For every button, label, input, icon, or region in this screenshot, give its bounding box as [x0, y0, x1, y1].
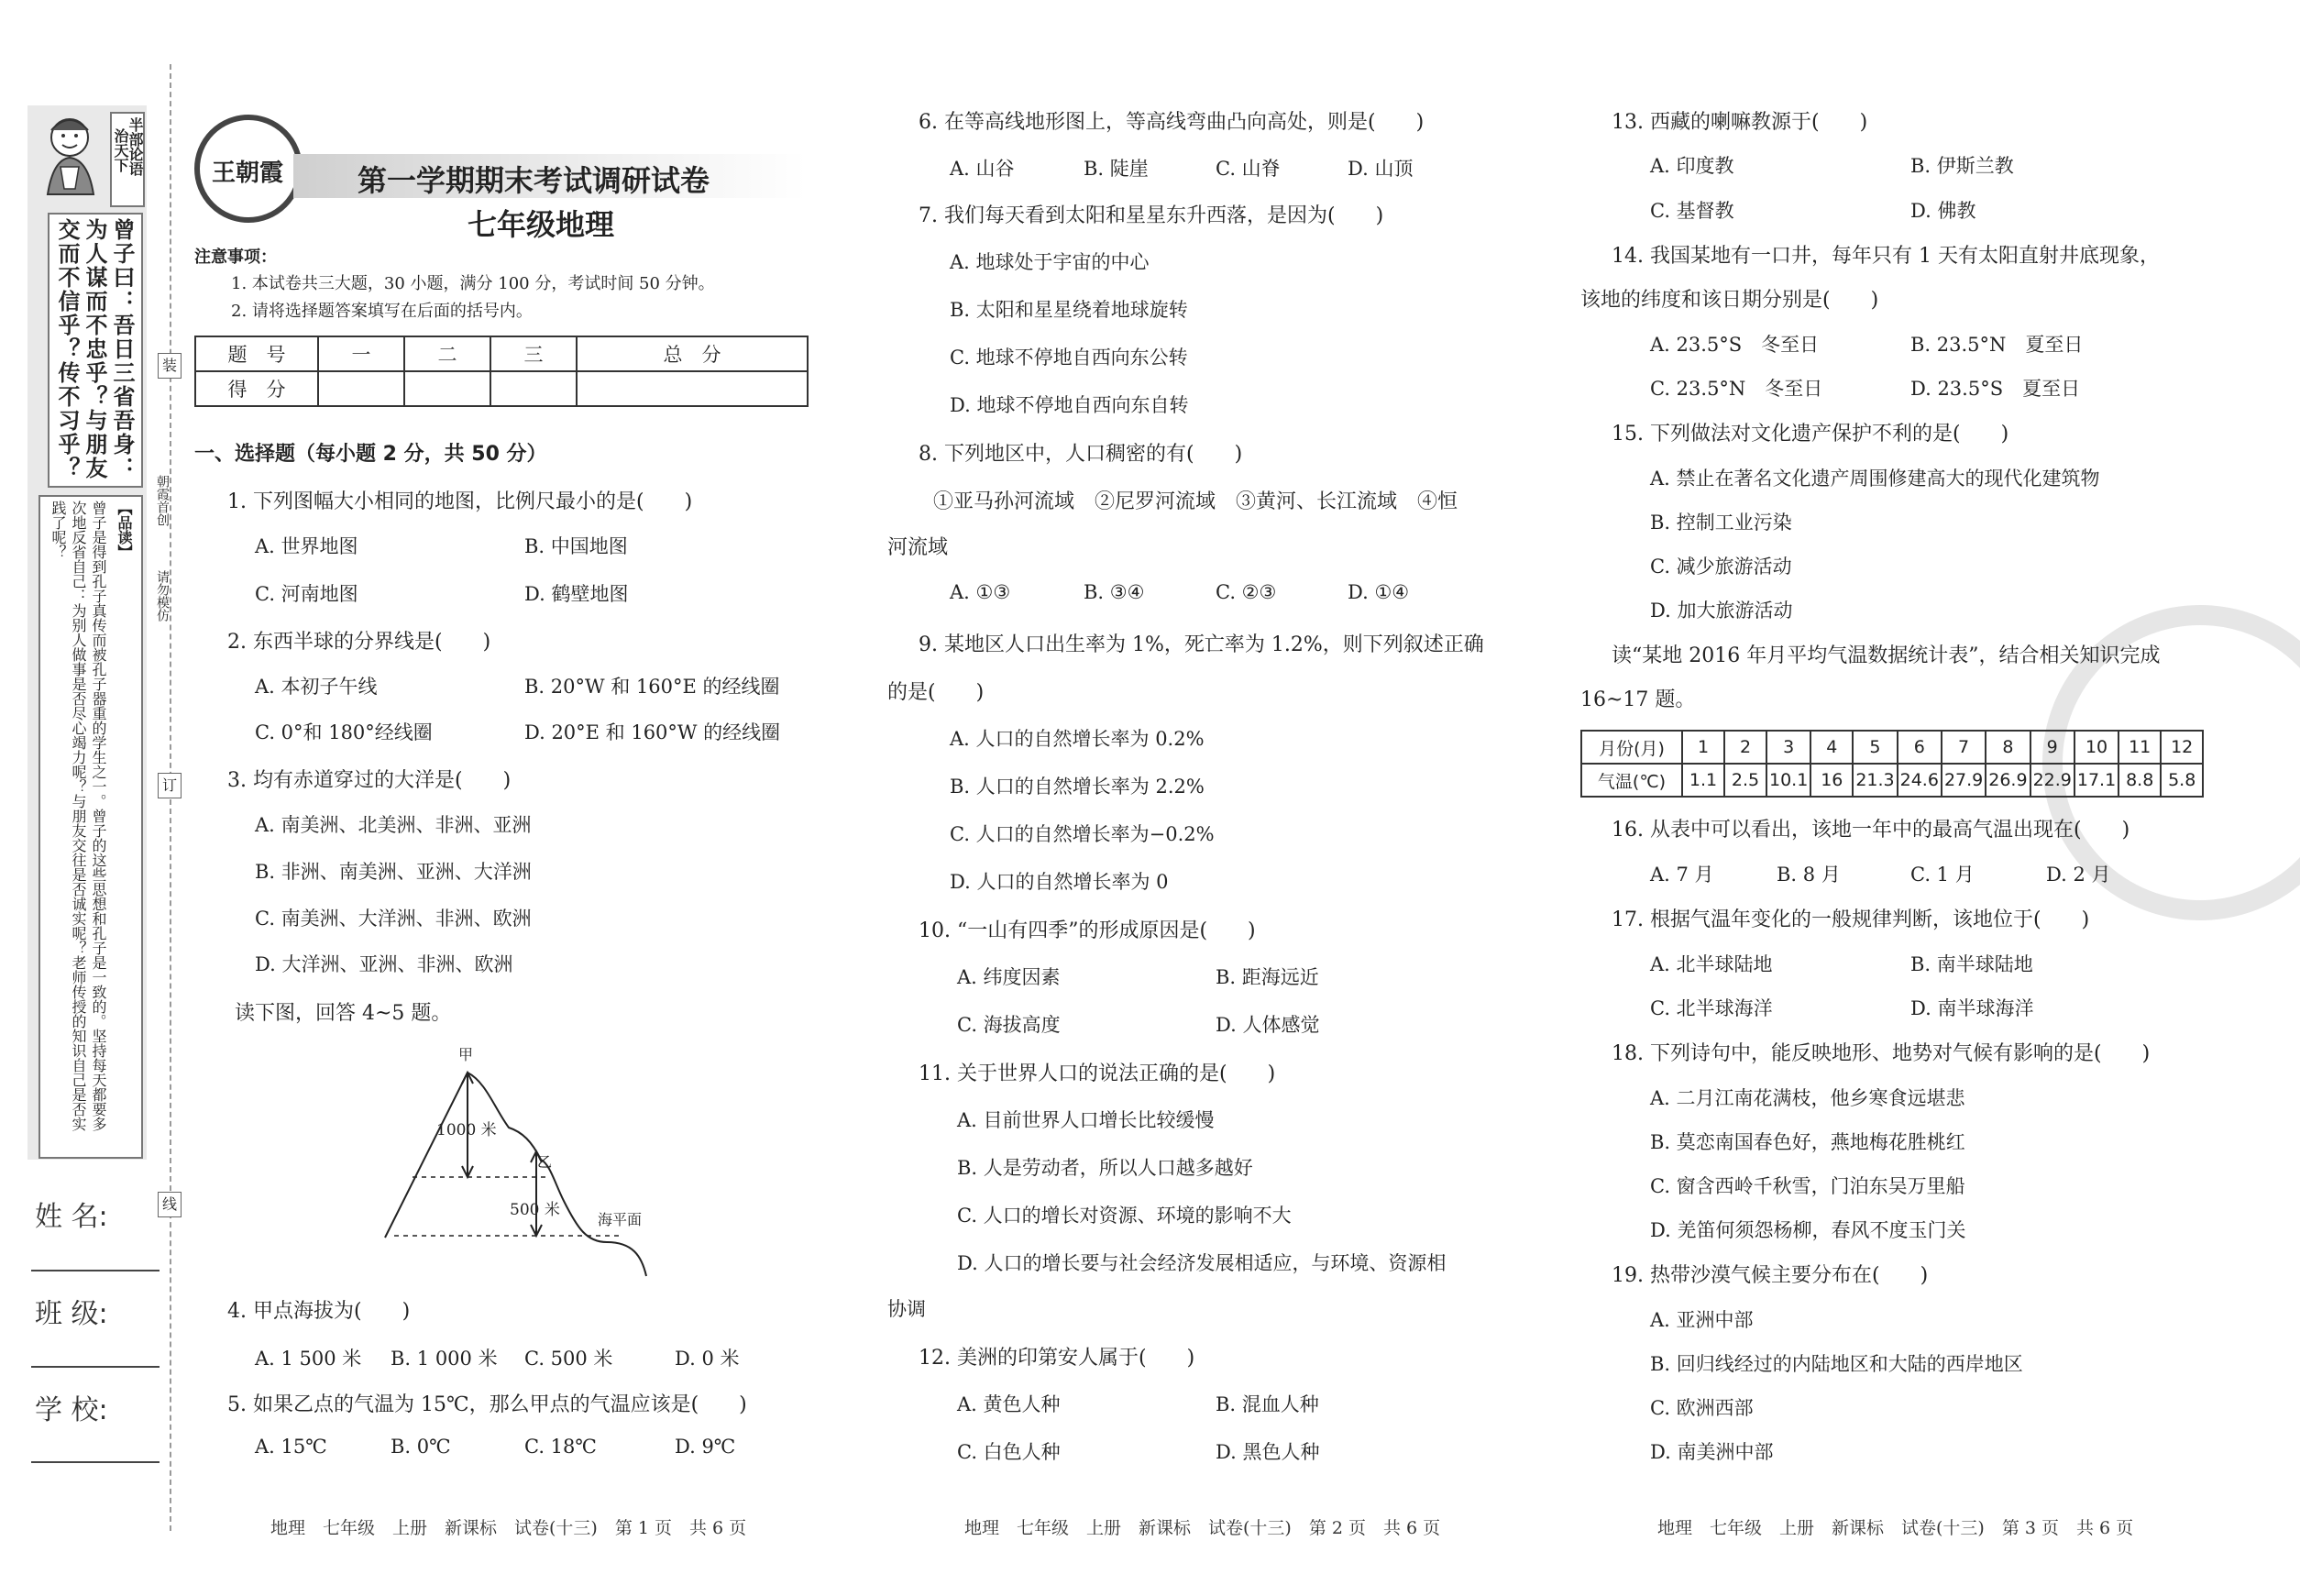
- option[interactable]: D. 大洋洲、亚洲、非洲、欧洲: [255, 953, 513, 975]
- exam-title: 第一学期期末考试调研试卷: [358, 163, 710, 198]
- name-label: 姓 名:: [35, 1201, 108, 1233]
- option[interactable]: A. 南美洲、北美洲、非洲、亚洲: [255, 814, 532, 836]
- score-cell[interactable]: [490, 371, 577, 406]
- option[interactable]: B. 人是劳动者，所以人口越多越好: [957, 1157, 1253, 1179]
- notes-title: 注意事项：: [194, 248, 277, 267]
- option[interactable]: B. 南半球陆地: [1910, 953, 2033, 975]
- figure-label-peak: 甲: [458, 1046, 474, 1063]
- option[interactable]: A. 人口的自然增长率为 0.2%: [950, 728, 1205, 750]
- name-field[interactable]: [31, 1270, 160, 1271]
- option[interactable]: C. ②③: [1216, 581, 1277, 603]
- month-cell: 7: [1942, 731, 1986, 764]
- question-14: 14. 我国某地有一口井，每年只有 1 天有太阳直射井底现象，: [1612, 245, 2160, 268]
- option[interactable]: B. 非洲、南美洲、亚洲、大洋洲: [255, 861, 532, 883]
- option[interactable]: D. 0 米: [675, 1348, 740, 1370]
- temp-cell: 5.8: [2161, 764, 2203, 797]
- table-instruction: 读“某地 2016 年月平均气温数据统计表”，结合相关知识完成: [1612, 644, 2161, 667]
- option[interactable]: A. 北半球陆地: [1650, 953, 1773, 975]
- option[interactable]: B. 20°W 和 160°E 的经线圈: [524, 676, 780, 698]
- option[interactable]: D. 人口的增长要与社会经济发展相适应，与环境、资源相: [957, 1252, 1447, 1274]
- temp-cell: 1.1: [1682, 764, 1724, 797]
- school-field[interactable]: [31, 1461, 160, 1463]
- sidebar-quote: 曾子曰：吾日三省吾身：为人谋而不忠乎？与朋友交而不信乎？传不习乎？: [54, 218, 136, 480]
- option[interactable]: A. 印度教: [1650, 155, 1734, 177]
- question-6: 6. 在等高线地形图上，等高线弯曲凸向高处，则是( ): [919, 111, 1425, 134]
- temp-cell: 17.1: [2074, 764, 2118, 797]
- month-cell: 10: [2074, 731, 2118, 764]
- score-header-cell: 题 号: [195, 336, 318, 371]
- option[interactable]: C. 基督教: [1650, 200, 1734, 222]
- option[interactable]: C. 海拔高度: [957, 1014, 1061, 1036]
- option[interactable]: D. ①④: [1348, 581, 1410, 603]
- question-3: 3. 均有赤道穿过的大洋是( ): [227, 769, 512, 792]
- question-10: 10. “一山有四季”的形成原因是( ): [919, 919, 1256, 942]
- option[interactable]: A. 本初子午线: [255, 676, 378, 698]
- option[interactable]: A. 世界地图: [255, 535, 358, 557]
- question-8-items-cont: 河流域: [887, 536, 949, 559]
- page-footer-3: 地理 七年级 上册 新课标 试卷(十三) 第 3 页 共 6 页: [1657, 1518, 2134, 1538]
- score-cell[interactable]: [577, 371, 808, 406]
- option[interactable]: A. 二月江南花满枝，他乡寒食远堪悲: [1650, 1087, 1965, 1109]
- option[interactable]: B. 莫恋南国春色好，燕地梅花胜桃红: [1650, 1131, 1965, 1153]
- question-9: 9. 某地区人口出生率为 1%，死亡率为 1.2%，则下列叙述正确: [919, 633, 1484, 656]
- option[interactable]: C. 0°和 180°经线圈: [255, 721, 433, 743]
- option[interactable]: D. 黑色人种: [1216, 1441, 1320, 1463]
- month-cell: 6: [1898, 731, 1942, 764]
- option[interactable]: B. 混血人种: [1216, 1393, 1319, 1415]
- option[interactable]: C. 山脊: [1216, 158, 1281, 180]
- question-8-items: ①亚马孙河流域 ②尼罗河流域 ③黄河、长江流域 ④恒: [933, 490, 1458, 513]
- cut-mark-2: 订: [158, 773, 182, 798]
- option[interactable]: D. 佛教: [1910, 200, 1976, 222]
- option[interactable]: D. 南半球海洋: [1910, 997, 2034, 1019]
- question-13: 13. 西藏的喇嘛教源于( ): [1612, 111, 1868, 134]
- option[interactable]: B. 回归线经过的内陆地区和大陆的西岸地区: [1650, 1353, 2023, 1375]
- question-19: 19. 热带沙漠气候主要分布在( ): [1612, 1264, 1929, 1287]
- question-4: 4. 甲点海拔为( ): [227, 1300, 411, 1323]
- figure-label-h2: 500 米: [510, 1201, 560, 1219]
- table-instruction-cont: 16~17 题。: [1580, 688, 1696, 711]
- figure-label-h1: 1000 米: [436, 1121, 497, 1139]
- option[interactable]: C. 减少旅游活动: [1650, 556, 1792, 578]
- option[interactable]: C. 河南地图: [255, 583, 358, 605]
- month-cell: 5: [1853, 731, 1897, 764]
- option[interactable]: C. 白色人种: [957, 1441, 1061, 1463]
- option[interactable]: A. 黄色人种: [957, 1393, 1061, 1415]
- motto-line-2: 治天下: [112, 128, 129, 172]
- score-header-cell: 一: [318, 336, 404, 371]
- option[interactable]: B. 控制工业污染: [1650, 512, 1792, 534]
- score-table: [194, 336, 809, 407]
- figure-instruction: 读下图，回答 4~5 题。: [235, 1002, 452, 1025]
- option[interactable]: B. 人口的自然增长率为 2.2%: [950, 776, 1205, 798]
- option[interactable]: D. 地球不停地自西向东自转: [950, 394, 1189, 416]
- month-header: 月份(月): [1581, 731, 1682, 764]
- question-1: 1. 下列图幅大小相同的地图，比例尺最小的是( ): [227, 490, 693, 513]
- option[interactable]: D. 鹤壁地图: [524, 583, 629, 605]
- option[interactable]: B. 中国地图: [524, 535, 628, 557]
- copyright-2: 请勿模仿: [155, 570, 170, 622]
- note-1: 1. 本试卷共三大题，30 小题，满分 100 分，考试时间 50 分钟。: [231, 274, 715, 293]
- option[interactable]: C. 欧洲西部: [1650, 1397, 1754, 1419]
- option-cont: 协调: [887, 1298, 926, 1320]
- score-row-label: 得 分: [195, 371, 318, 406]
- cut-mark-3: 线: [158, 1192, 182, 1217]
- question-12: 12. 美洲的印第安人属于( ): [919, 1347, 1195, 1370]
- option[interactable]: B. 1 000 米: [391, 1348, 498, 1370]
- copyright-1: 朝霞首创: [155, 475, 170, 526]
- option[interactable]: B. 23.5°N 夏至日: [1910, 334, 2084, 356]
- figure-label-sea: 海平面: [598, 1211, 643, 1228]
- temperature-table: [1580, 730, 2204, 798]
- exam-subtitle: 七年级地理: [468, 207, 615, 242]
- option[interactable]: D. 加大旅游活动: [1650, 600, 1793, 622]
- question-11: 11. 关于世界人口的说法正确的是( ): [919, 1062, 1276, 1085]
- score-header-cell: 二: [404, 336, 490, 371]
- temp-cell: 24.6: [1898, 764, 1942, 797]
- question-8: 8. 下列地区中，人口稠密的有( ): [919, 443, 1243, 466]
- option[interactable]: C. 北半球海洋: [1650, 997, 1773, 1019]
- temp-cell: 16: [1810, 764, 1853, 797]
- option[interactable]: A. 亚洲中部: [1650, 1309, 1754, 1331]
- option[interactable]: A. 地球处于宇宙的中心: [950, 251, 1150, 273]
- score-header-cell: 三: [490, 336, 577, 371]
- question-17: 17. 根据气温年变化的一般规律判断，该地位于( ): [1612, 908, 2090, 931]
- option[interactable]: A. 禁止在著名文化遗产周围修建高大的现代化建筑物: [1650, 468, 2100, 490]
- temp-cell: 27.9: [1942, 764, 1986, 797]
- option[interactable]: B. 距海远近: [1216, 966, 1319, 988]
- option[interactable]: C. 窗含西岭千秋雪，门泊东吴万里船: [1650, 1175, 1965, 1197]
- option[interactable]: C. 地球不停地自西向东公转: [950, 347, 1188, 369]
- month-cell: 2: [1724, 731, 1766, 764]
- page-footer-2: 地理 七年级 上册 新课标 试卷(十三) 第 2 页 共 6 页: [964, 1518, 1441, 1538]
- question-15: 15. 下列做法对文化遗产保护不利的是( ): [1612, 423, 2009, 446]
- question-18: 18. 下列诗句中，能反映地形、地势对气候有影响的是( ): [1612, 1042, 2151, 1065]
- month-cell: 3: [1766, 731, 1810, 764]
- option[interactable]: D. 羌笛何须怨杨柳，春风不度玉门关: [1650, 1219, 1966, 1241]
- option[interactable]: A. 15℃: [255, 1436, 327, 1458]
- question-2: 2. 东西半球的分界线是( ): [227, 631, 491, 654]
- option[interactable]: A. 7 月: [1650, 864, 1714, 886]
- question-16: 16. 从表中可以看出，该地一年中的最高气温出现在( ): [1612, 819, 2130, 842]
- month-cell: 12: [2161, 731, 2203, 764]
- option[interactable]: B. 0℃: [391, 1436, 451, 1458]
- option[interactable]: A. ①③: [950, 581, 1011, 603]
- cut-mark-1: 装: [158, 353, 182, 379]
- page-footer-1: 地理 七年级 上册 新课标 试卷(十三) 第 1 页 共 6 页: [270, 1518, 747, 1538]
- score-header-cell: 总 分: [577, 336, 808, 371]
- temp-cell: 22.9: [2030, 764, 2074, 797]
- option[interactable]: D. 南美洲中部: [1650, 1441, 1774, 1463]
- score-cell[interactable]: [318, 371, 404, 406]
- option[interactable]: C. 1 月: [1910, 864, 1975, 886]
- option[interactable]: A. 23.5°S 冬至日: [1650, 334, 1820, 356]
- option[interactable]: B. ③④: [1084, 581, 1145, 603]
- temp-cell: 10.1: [1766, 764, 1810, 797]
- class-field[interactable]: [31, 1366, 160, 1368]
- option[interactable]: A. 山谷: [950, 158, 1015, 180]
- question-14-cont: 该地的纬度和该日期分别是( ): [1580, 289, 1879, 312]
- option[interactable]: B. 太阳和星星绕着地球旋转: [950, 299, 1188, 321]
- reading-text: 曾子是得到孔子真传而被孔子器重的学生之一。曾子的这些思想和孔子是一致的。坚持每天都要多次地反省自己：为别人做事是否尽心竭力呢？与朋友交往是否诚实呢？老师传授的知识自己是否实践了呢？: [50, 501, 107, 1131]
- option[interactable]: D. 山顶: [1348, 158, 1414, 180]
- question-9-cont: 的是( ): [887, 681, 985, 704]
- note-2: 2. 请将选择题答案填写在后面的括号内。: [231, 302, 533, 321]
- motto-line-1: 半部论语: [127, 117, 144, 176]
- temp-cell: 21.3: [1853, 764, 1897, 797]
- temp-cell: 2.5: [1724, 764, 1766, 797]
- question-7: 7. 我们每天看到太阳和星星东升西落，是因为( ): [919, 204, 1384, 227]
- figure-label-point: 乙: [537, 1153, 553, 1171]
- option[interactable]: D. 人体感觉: [1216, 1014, 1320, 1036]
- logo-text: 王朝霞: [211, 160, 283, 187]
- reading-label: 【品读】: [116, 501, 133, 559]
- month-cell: 8: [1986, 731, 2030, 764]
- month-cell: 1: [1682, 731, 1724, 764]
- mountain-figure: [367, 1036, 669, 1283]
- option[interactable]: A. 目前世界人口增长比较缓慢: [957, 1109, 1215, 1131]
- class-label: 班 级:: [35, 1298, 108, 1330]
- option[interactable]: A. 纬度因素: [957, 966, 1061, 988]
- option[interactable]: C. 人口的自然增长率为−0.2%: [950, 823, 1215, 845]
- temp-cell: 26.9: [1986, 764, 2030, 797]
- option[interactable]: A. 1 500 米: [255, 1348, 362, 1370]
- option[interactable]: D. 20°E 和 160°W 的经线圈: [524, 721, 781, 743]
- option[interactable]: D. 人口的自然增长率为 0: [950, 871, 1169, 893]
- section-title: 一、选择题（每小题 2 分，共 50 分）: [194, 443, 547, 466]
- option[interactable]: C. 人口的增长对资源、环境的影响不大: [957, 1205, 1292, 1227]
- option[interactable]: D. 2 月: [2046, 864, 2111, 886]
- option[interactable]: B. 陡崖: [1084, 158, 1149, 180]
- option[interactable]: C. 23.5°N 冬至日: [1650, 378, 1823, 400]
- option[interactable]: C. 18℃: [524, 1436, 597, 1458]
- option[interactable]: D. 23.5°S 夏至日: [1910, 378, 2081, 400]
- temp-cell: 8.8: [2118, 764, 2161, 797]
- score-cell[interactable]: [404, 371, 490, 406]
- option[interactable]: C. 500 米: [524, 1348, 613, 1370]
- month-cell: 9: [2030, 731, 2074, 764]
- month-cell: 11: [2118, 731, 2161, 764]
- mascot-icon: [35, 112, 106, 202]
- option[interactable]: B. 伊斯兰教: [1910, 155, 2014, 177]
- question-5: 5. 如果乙点的气温为 15℃，那么甲点的气温应该是( ): [227, 1393, 747, 1416]
- option[interactable]: C. 南美洲、大洋洲、非洲、欧洲: [255, 908, 532, 930]
- school-label: 学 校:: [35, 1394, 108, 1426]
- option[interactable]: D. 9℃: [675, 1436, 736, 1458]
- month-cell: 4: [1810, 731, 1853, 764]
- temp-header: 气温(℃): [1581, 764, 1682, 797]
- option[interactable]: B. 8 月: [1777, 864, 1841, 886]
